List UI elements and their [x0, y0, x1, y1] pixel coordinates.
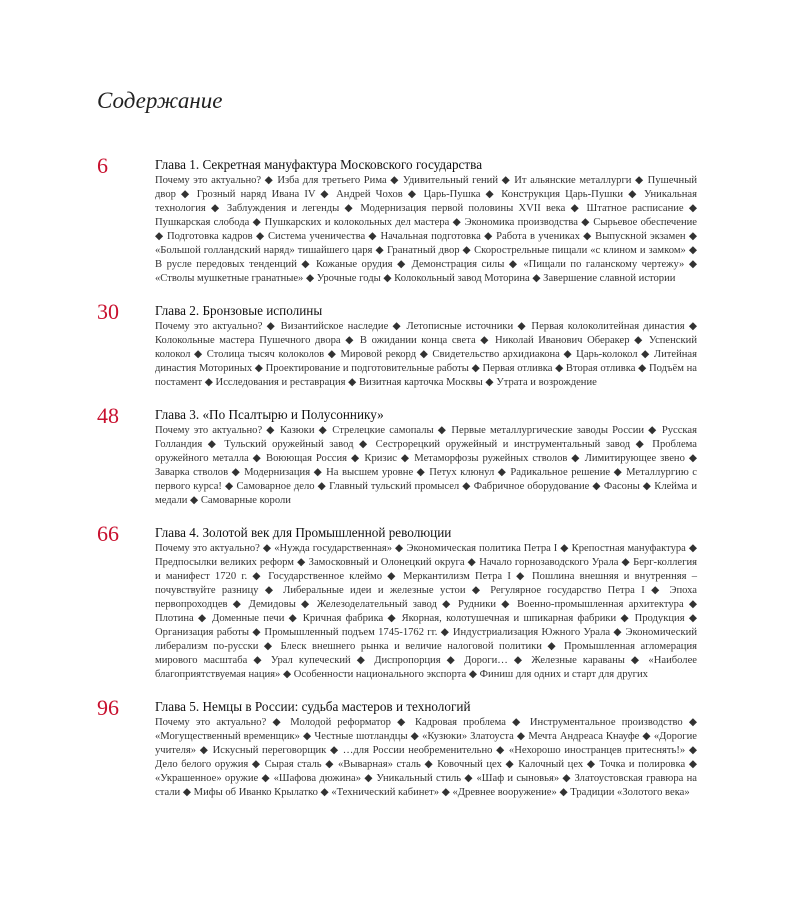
chapter-entry-2: [97, 299, 697, 390]
chapter-page-number: 66: [97, 521, 119, 546]
chapter-body: [155, 525, 697, 682]
chapter-entry-5: [97, 695, 697, 800]
chapter-body: [155, 407, 697, 508]
chapter-topics: Почему это актуально? ◆ «Нужда государственная» ◆ Экономическая политика Петра I ◆ Крепостная мануфактура ◆ Предпосылки великих реформ ◆ Замосковный и Олонецкий округа ◆ Начало горнозаводского Урала ◆ Берг-коллегия и манифест 1720 г. ◆ Государственное клеймо ◆ Меркантилизм Петра I ◆ Пошлина внешняя и внутренняя – почувствуйте разницу ◆ Либеральные идеи и железные устои ◆ Регулярное государство Петра I ◆ Эпоха первопроходцев ◆ Демидовы ◆ Железоделательный завод ◆ Рудники ◆ Военно-промышленная архитектура ◆ Плотина ◆ Доменные печи ◆ Кричная фабрика ◆ Якорная, колотушечная и шпикарная фабрики ◆ Продукция ◆ Организация работы ◆ Промышленный подъем 1745-1762 гг. ◆ Индустриализация Южного Урала ◆ Экономический либерализм по-русски ◆ Блеск внешнего рынка и величие налоговой политики ◆ Промышленная агломерация мирового масштаба ◆ Урал купеческий ◆ Диспропорция ◆ Дороги… ◆ Железные караваны ◆ «Наиболее благоприятствуемая нация» ◆ Особенности национального экспорта ◆ Финиш для одних и старт для других: [155, 543, 697, 680]
table-of-contents: [97, 153, 697, 817]
chapter-title: Глава 1. Секретная мануфактура Московского государства: [155, 157, 483, 172]
chapter-page-number: 6: [97, 153, 108, 178]
chapter-body: [155, 699, 697, 800]
chapter-entry-1: [97, 153, 697, 286]
chapter-body: [155, 303, 697, 390]
chapter-entry-4: [97, 521, 697, 682]
chapter-title: Глава 3. «По Псалтырю и Полусоннику»: [155, 407, 384, 422]
chapter-title: Глава 5. Немцы в России: судьба мастеров и технологий: [155, 699, 471, 714]
chapter-topics: Почему это актуально? ◆ Изба для третьего Рима ◆ Удивительный гений ◆ Ит альянские металлурги ◆ Пушечный двор ◆ Грозный наряд Ивана IV ◆ Андрей Чохов ◆ Царь-Пушка ◆ Конструкция Царь-Пушки ◆ Уникальная технология ◆ Заблуждения и легенды ◆ Модернизация первой половины XVII века ◆ Штатное расписание ◆ Пушкарская слобода ◆ Пушкарских и колокольных дел мастера ◆ Экономика производства ◆ Сырьевое обеспечение ◆ Подготовка кадров ◆ Система ученичества ◆ Начальная подготовка ◆ Работа в учениках ◆ Выпускной экзамен ◆ «Большой голландский наряд» тишайшего царя ◆ Гранатный двор ◆ Скорострельные пищали «с клином и замком» ◆ В русле передовых тенденций ◆ Кожаные орудия ◆ Демонстрация силы ◆ «Пищали по галанскому чертежу» ◆ «Стволы мушкетные гранатные» ◆ Урочные годы ◆ Колокольный завод Моторина ◆ Завершение славной истории: [155, 175, 697, 284]
chapter-page-number: 30: [97, 299, 119, 324]
chapter-page-number: 48: [97, 403, 119, 428]
chapter-topics: Почему это актуально? ◆ Молодой реформатор ◆ Кадровая проблема ◆ Инструментальное производство ◆ «Могущественный временщик» ◆ Честные шотландцы ◆ «Кузюки» Златоуста ◆ Мечта Андреаса Кнауфе ◆ «Дорогие учителя» ◆ Искусный переговорщик ◆ …для России необременительно ◆ «Нехорошо иностранцев притеснять!» ◆ Дело белого оружия ◆ Сырая сталь ◆ «Выварная» сталь ◆ Ковочный цех ◆ Калочный цех ◆ Точка и полировка ◆ «Украшенное» оружие ◆ «Шафова дюжина» ◆ Уникальный стиль ◆ «Шаф и сыновья» ◆ Златоустовская гравюра на стали ◆ Мифы об Иванко Крылатко ◆ «Технический кабинет» ◆ «Древнее вооружение» ◆ Традиции «Золотого века»: [155, 717, 697, 798]
page-title: Содержание: [97, 88, 223, 113]
chapter-topics: Почему это актуально? ◆ Казюки ◆ Стрелецкие самопалы ◆ Первые металлургические заводы России ◆ Русская Голландия ◆ Тульский оружейный завод ◆ Сестрорецкий оружейный и инструментальный завод ◆ Проблема оружейного металла ◆ Воюющая Россия ◆ Кризис ◆ Метаморфозы ружейных стволов ◆ Лимитирующее звено ◆ Заварка стволов ◆ Модернизация ◆ На высшем уровне ◆ Петух клюнул ◆ Радикальное решение ◆ Металлургию с первого курса! ◆ Самоварное дело ◆ Главный тульский промысел ◆ Фабричное оборудование ◆ Фасоны ◆ Клейма и медали ◆ Самоварные короли: [155, 425, 697, 506]
chapter-title: Глава 2. Бронзовые исполины: [155, 303, 323, 318]
chapter-entry-3: [97, 403, 697, 508]
chapter-page-number: 96: [97, 695, 119, 720]
chapter-title: Глава 4. Золотой век для Промышленной революции: [155, 525, 452, 540]
chapter-body: [155, 157, 697, 286]
chapter-topics: Почему это актуально? ◆ Византийское наследие ◆ Летописные источники ◆ Первая колоколитейная династия ◆ Колокольные мастера Пушечного двора ◆ В ожидании конца света ◆ Николай Иванович Оберакер ◆ Успенский колокол ◆ Столица тысяч колоколов ◆ Мировой рекорд ◆ Свидетельство архидиакона ◆ Царь-колокол ◆ Литейная династия Моториных ◆ Проектирование и подготовительные работы ◆ Первая отливка ◆ Вторая отливка ◆ Подъём на постамент ◆ Исследования и реставрация ◆ Визитная карточка Москвы ◆ Утрата и возрождение: [155, 321, 697, 388]
